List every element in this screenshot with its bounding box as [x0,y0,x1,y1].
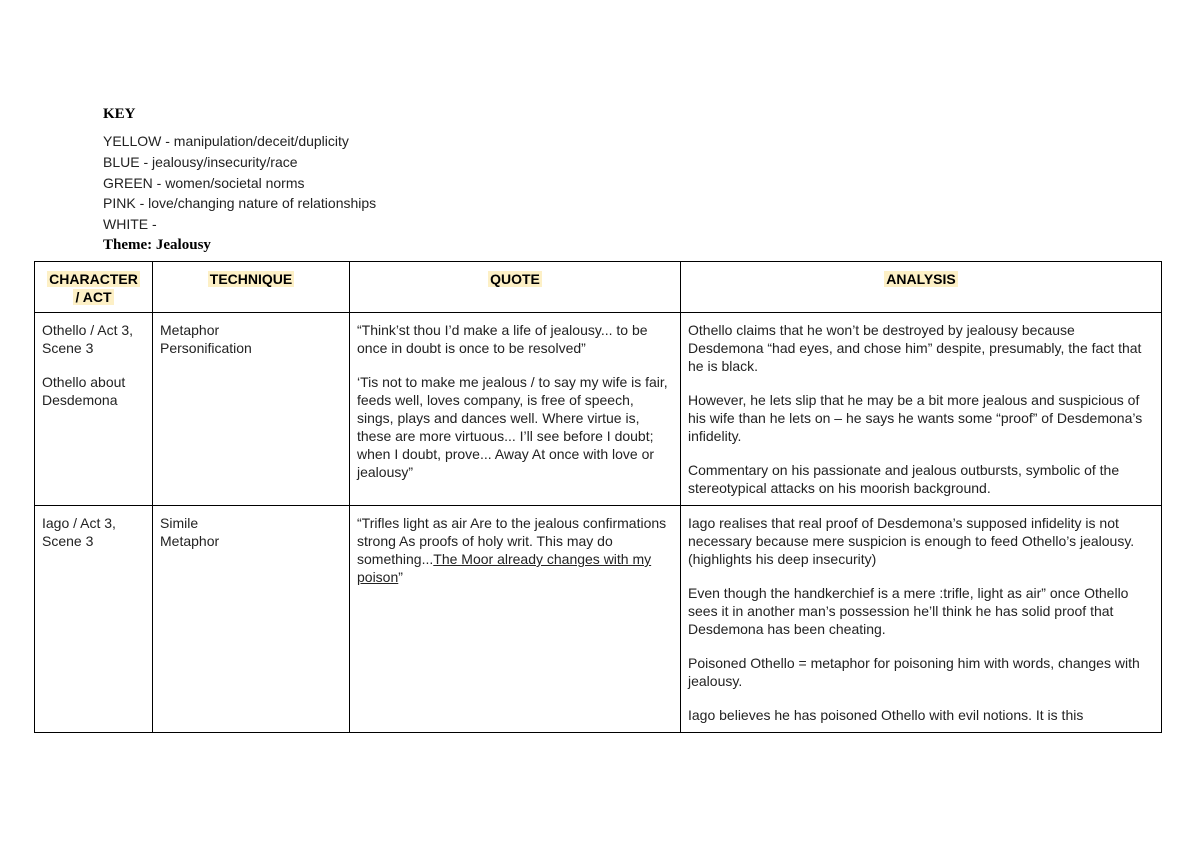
key-line-pink: PINK - love/changing nature of relationships [103,195,377,212]
quote-close-mark: ” [398,569,403,585]
analysis-paragraph: Othello claims that he won’t be destroyed by jealousy because Desdemona “had eyes, and chose him” despite, presumably, the fact that he is black. [688,322,1142,374]
analysis-paragraph: Iago believes he has poisoned Othello with evil notions. It is this [688,707,1084,723]
analysis-paragraph: However, he lets slip that he may be a bit more jealous and suspicious of his wife than he lets on – he says he wants some “proof” of Desdemona’s infidelity. [688,392,1143,444]
header-character [35,262,153,313]
key-section [103,105,703,255]
cell-character [35,506,153,733]
key-line-green: GREEN - women/societal norms [103,174,305,191]
cell-quote [350,506,681,733]
header-quote [350,262,681,313]
cell-character [35,313,153,506]
header-quote-label: QUOTE [490,271,540,287]
quote-paragraph: ‘Tis not to make me jealous / to say my wife is fair, feeds well, loves company, is free of speech, sings, plays and dances well. Where virtue is, these are more virtuous... I’ll see before I doubt; when I doubt, prove... Away At once with love or jealousy” [357,374,668,480]
quote-text: “Trifles light as air Are to the jealous confirmations strong As proofs of holy writ. This may do something... [357,515,667,567]
analysis-paragraph: Poisoned Othello = metaphor for poisoning him with words, changes with jealousy. [688,655,1140,689]
cell-analysis [681,313,1162,506]
key-title: KEY [103,106,136,122]
theme-heading: Theme: Jealousy [103,236,211,253]
quote-underlined-text: The Moor already changes with my poison [357,551,652,585]
table-row [35,506,1162,733]
character-act: Othello / Act 3, Scene 3 [42,322,134,356]
analysis-paragraph: Even though the handkerchief is a mere :trifle, light as air” once Othello sees it in another man’s possession he’ll think he has solid proof that Desdemona has been cheating. [688,585,1129,637]
key-line-blue: BLUE - jealousy/insecurity/race [103,153,298,170]
cell-technique [153,313,350,506]
header-technique [153,262,350,313]
header-analysis [681,262,1162,313]
quote-paragraph [357,514,673,586]
technique-item: Metaphor [160,322,220,338]
header-analysis-label: ANALYSIS [886,271,956,287]
header-technique-label: TECHNIQUE [209,271,293,287]
header-character-line1: CHARACTER [49,271,138,287]
cell-technique [153,506,350,733]
technique-item: Simile [160,515,199,531]
key-line-yellow: YELLOW - manipulation/deceit/duplicity [103,133,349,149]
character-act: Iago / Act 3, Scene 3 [42,515,116,549]
analysis-paragraph: Iago realises that real proof of Desdemona’s supposed infidelity is not necessary because mere suspicion is enough to feed Othello’s jealousy. (highlights his deep insecurity) [688,515,1135,567]
table-row [35,313,1162,506]
header-character-line2: / ACT [75,289,112,305]
technique-item: Personification [160,340,252,356]
quote-paragraph: “Think’st thou I’d make a life of jealousy... to be once in doubt is once to be resolved” [357,322,648,356]
cell-analysis [681,506,1162,733]
character-note: Othello about Desdemona [42,374,126,408]
technique-item: Metaphor [160,533,220,549]
table-header-row [35,262,1162,313]
analysis-table [34,261,1162,733]
analysis-paragraph: Commentary on his passionate and jealous outbursts, symbolic of the stereotypical attacks on his moorish background. [688,462,1120,496]
cell-quote [350,313,681,506]
key-line-white: WHITE - [103,216,157,233]
